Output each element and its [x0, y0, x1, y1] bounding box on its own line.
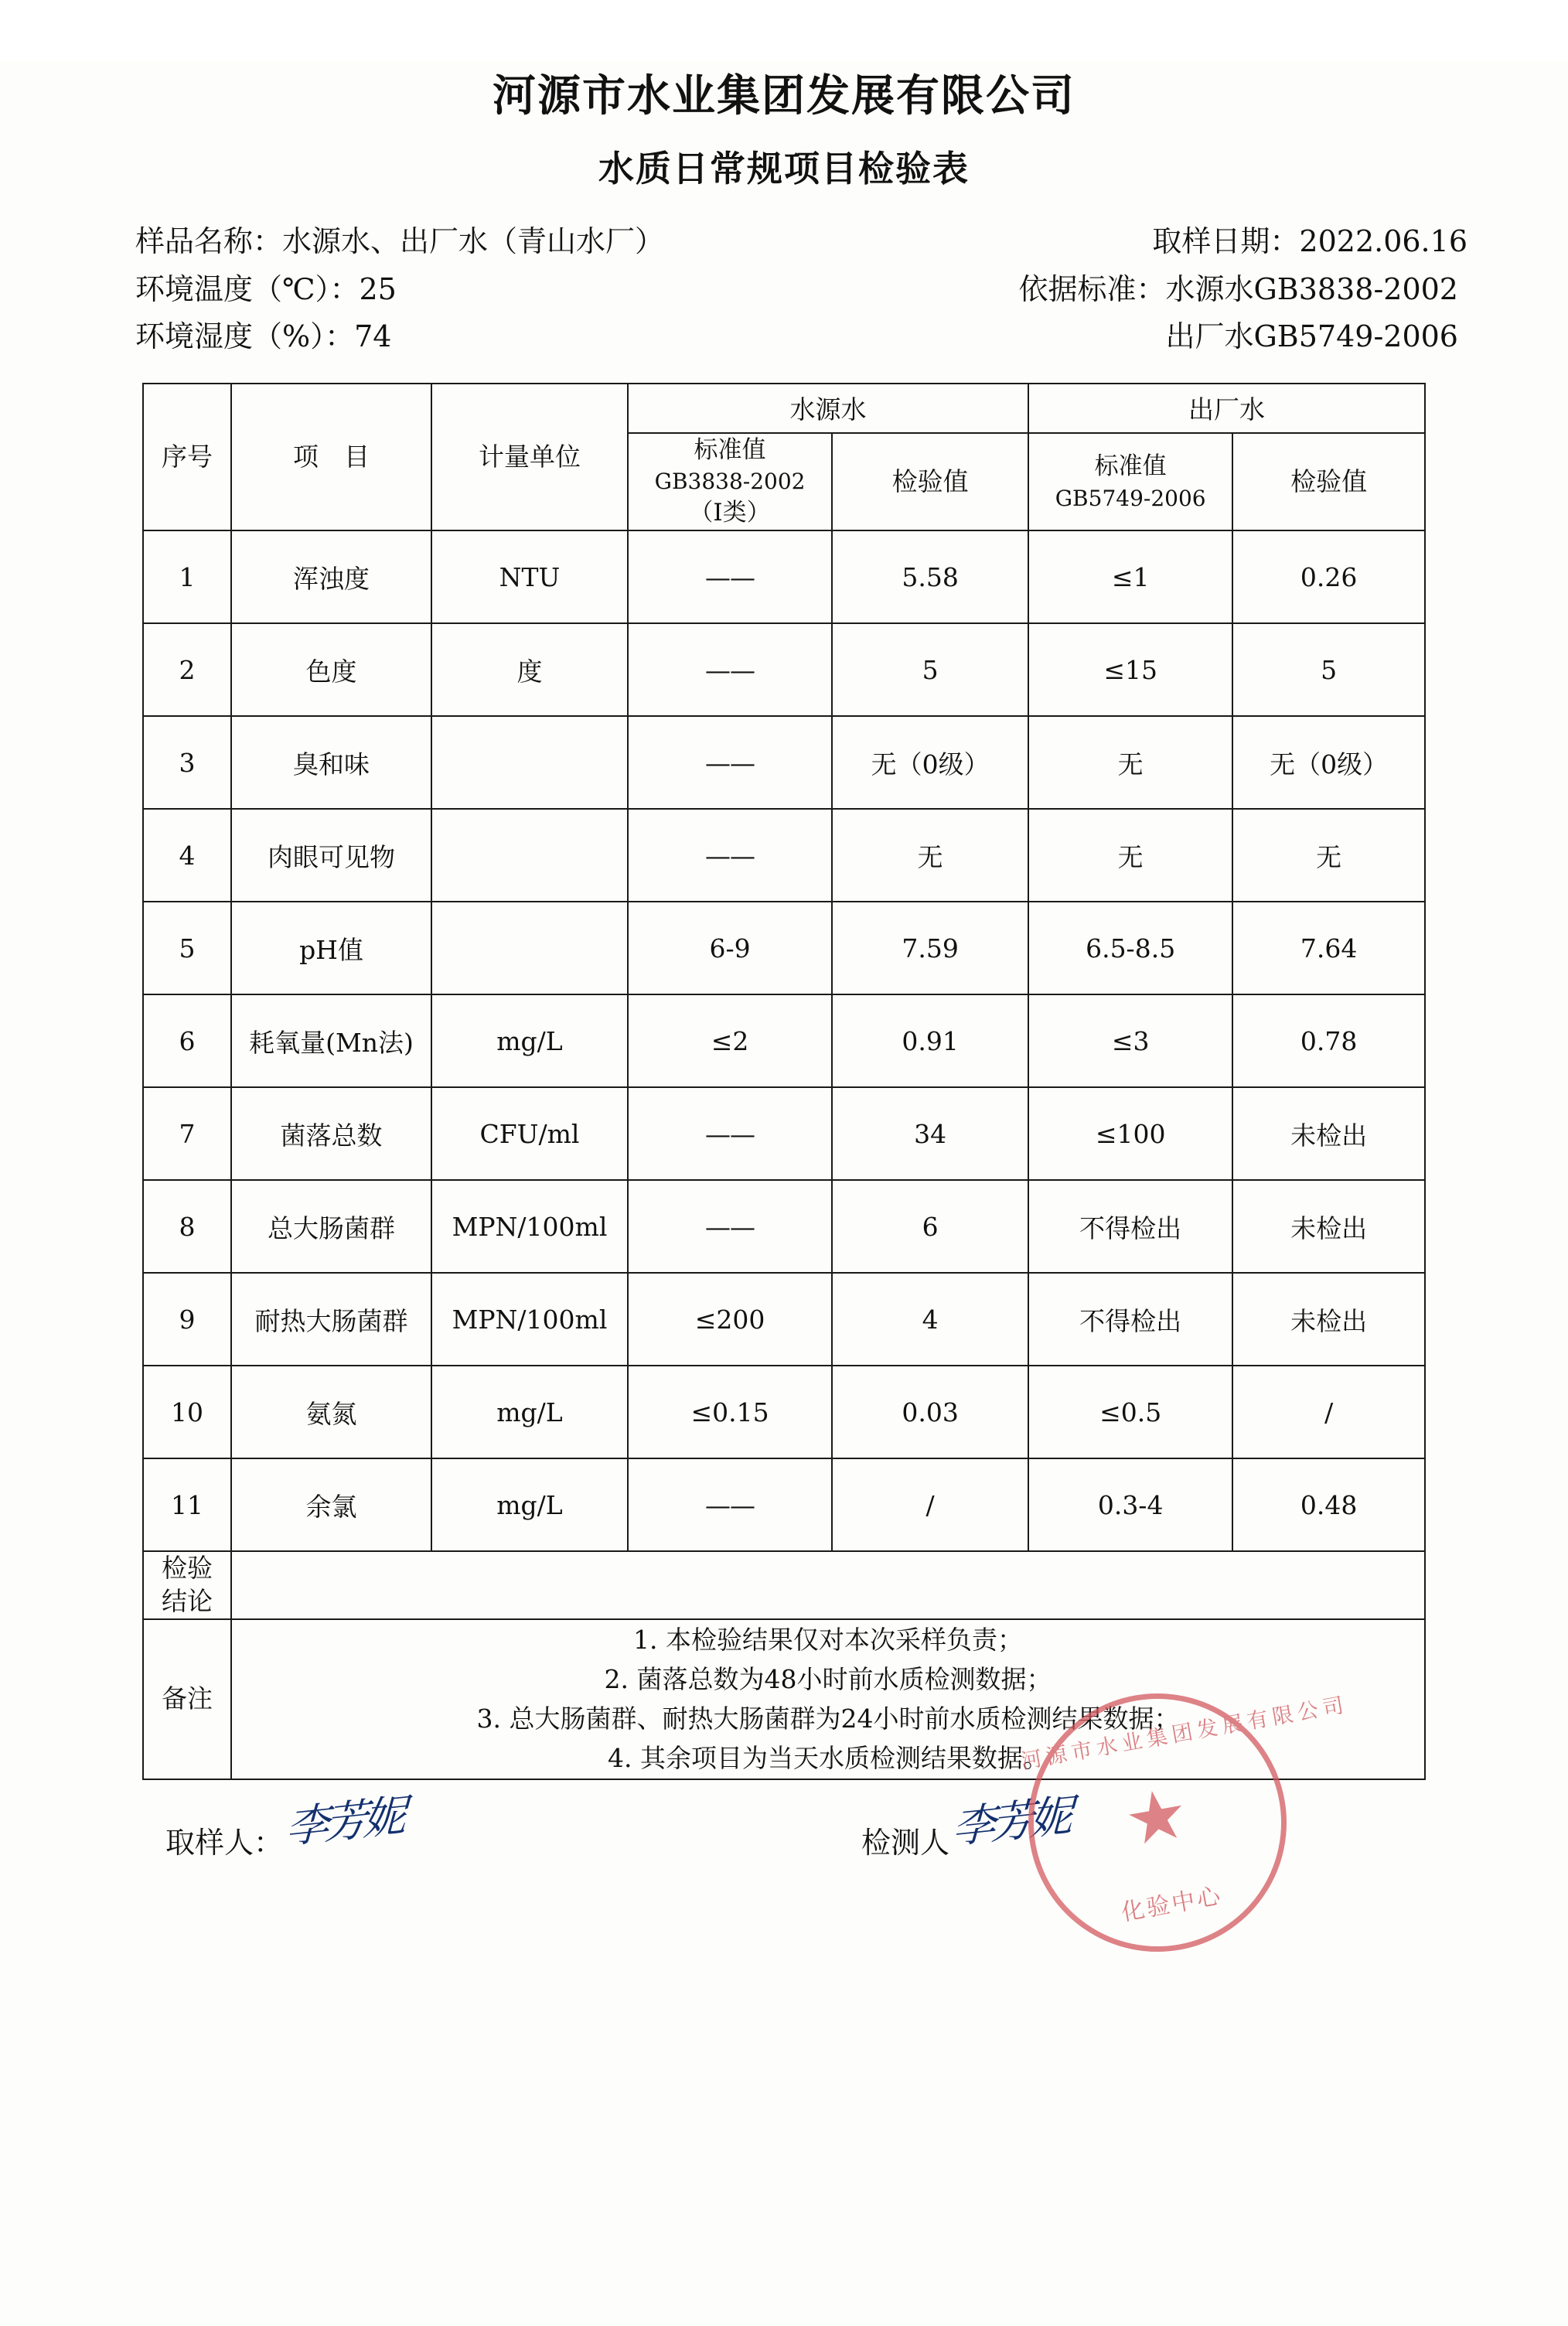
- cell-unit: CFU/ml: [431, 1087, 628, 1180]
- sample-date: 取样日期：2022.06.16: [1152, 224, 1467, 258]
- remark-line: 2. 菌落总数为48小时前水质检测数据；: [604, 1664, 1052, 1695]
- cell-val-finished: 0.78: [1232, 994, 1425, 1087]
- remark-row: [143, 1619, 1425, 1779]
- table-row: [143, 902, 1425, 994]
- cell-val-source: 5.58: [832, 530, 1028, 623]
- cell-no: 5: [143, 902, 231, 994]
- meta-row-sample: [135, 218, 1467, 266]
- table-row: [143, 623, 1425, 716]
- sampler-label: 取样人：: [165, 1825, 284, 1860]
- cell-std-source: ——: [628, 1458, 832, 1551]
- stamp-bottom-text: 化验中心: [1119, 1883, 1225, 1926]
- standard-reference-source: 依据标准：水源水GB3838-2002: [1018, 271, 1458, 306]
- cell-val-finished: 0.26: [1232, 530, 1425, 623]
- standard-reference-finished: 出厂水GB5749-2006: [1165, 319, 1458, 354]
- cell-val-finished: /: [1232, 1366, 1425, 1458]
- cell-item: 余氯: [231, 1458, 431, 1551]
- cell-no: 4: [143, 809, 231, 902]
- std-source-line3: （Ⅰ类）: [689, 498, 771, 527]
- group-header-finished-water: 出厂水: [1028, 384, 1425, 433]
- table-row: [143, 1366, 1425, 1458]
- conclusion-label: [143, 1551, 231, 1619]
- cell-no: 11: [143, 1458, 231, 1551]
- cell-no: 9: [143, 1273, 231, 1366]
- cell-std-finished: ≤15: [1028, 623, 1232, 716]
- cell-item: 肉眼可见物: [231, 809, 431, 902]
- cell-no: 7: [143, 1087, 231, 1180]
- cell-std-finished: 6.5-8.5: [1028, 902, 1232, 994]
- cell-std-finished: 不得检出: [1028, 1180, 1232, 1273]
- cell-val-finished: 5: [1232, 623, 1425, 716]
- cell-val-source: /: [832, 1458, 1028, 1551]
- cell-val-source: 6: [832, 1180, 1028, 1273]
- remark-label: 备注: [143, 1619, 231, 1779]
- cell-val-finished: 未检出: [1232, 1087, 1425, 1180]
- cell-val-source: 无（0级）: [832, 716, 1028, 809]
- cell-val-source: 无: [832, 809, 1028, 902]
- cell-val-source: 4: [832, 1273, 1028, 1366]
- cell-std-source: ——: [628, 716, 832, 809]
- cell-item: pH值: [231, 902, 431, 994]
- table-row: [143, 1180, 1425, 1273]
- cell-unit: MPN/100ml: [431, 1180, 628, 1273]
- conclusion-label-line2: 结论: [161, 1586, 213, 1617]
- remark-body: [231, 1619, 1425, 1779]
- cell-std-finished: ≤0.5: [1028, 1366, 1232, 1458]
- cell-val-finished: 7.64: [1232, 902, 1425, 994]
- col-header-val-finished: 检验值: [1232, 433, 1425, 531]
- col-header-item: 项 目: [231, 384, 431, 531]
- signature-area: [142, 1790, 1426, 1924]
- cell-item: 耗氧量(Mn法): [231, 994, 431, 1087]
- cell-val-source: 0.03: [832, 1366, 1028, 1458]
- col-header-std-finished: [1028, 433, 1232, 531]
- cell-std-finished: ≤3: [1028, 994, 1232, 1087]
- col-header-no: 序号: [143, 384, 231, 531]
- cell-unit: mg/L: [431, 1366, 628, 1458]
- meta-row-humidity: [135, 313, 1467, 361]
- cell-unit: 度: [431, 623, 628, 716]
- table-row: [143, 716, 1425, 809]
- cell-val-finished: 无: [1232, 809, 1425, 902]
- cell-item: 耐热大肠菌群: [231, 1273, 431, 1366]
- cell-val-source: 5: [832, 623, 1028, 716]
- table-row: [143, 1087, 1425, 1180]
- col-header-unit: 计量单位: [431, 384, 628, 531]
- cell-val-source: 7.59: [832, 902, 1028, 994]
- table-row: [143, 1273, 1425, 1366]
- cell-item: 臭和味: [231, 716, 431, 809]
- cell-std-source: ——: [628, 1180, 832, 1273]
- cell-std-source: ≤2: [628, 994, 832, 1087]
- std-finished-line2: GB5749-2006: [1055, 485, 1206, 511]
- cell-std-source: 6-9: [628, 902, 832, 994]
- cell-std-source: ≤0.15: [628, 1366, 832, 1458]
- report-meta: [135, 218, 1467, 361]
- cell-no: 1: [143, 530, 231, 623]
- cell-std-finished: 无: [1028, 809, 1232, 902]
- table-group-header-row: [143, 384, 1425, 433]
- cell-item: 总大肠菌群: [231, 1180, 431, 1273]
- table-row: [143, 1458, 1425, 1551]
- cell-no: 8: [143, 1180, 231, 1273]
- tester-label: 检测人: [861, 1825, 950, 1860]
- cell-std-finished: 0.3-4: [1028, 1458, 1232, 1551]
- cell-unit: [431, 902, 628, 994]
- meta-row-temperature: [135, 266, 1467, 314]
- environment-humidity: 环境湿度（%）：74: [135, 319, 392, 354]
- sampler-signature: 李芳妮: [285, 1790, 403, 1854]
- cell-val-source: 0.91: [832, 994, 1028, 1087]
- conclusion-row: [143, 1551, 1425, 1619]
- environment-temperature: 环境温度（℃）：25: [135, 271, 397, 306]
- water-quality-table: [142, 383, 1426, 1780]
- cell-item: 氨氮: [231, 1366, 431, 1458]
- cell-no: 6: [143, 994, 231, 1087]
- cell-std-source: ——: [628, 530, 832, 623]
- cell-val-source: 34: [832, 1087, 1028, 1180]
- cell-item: 色度: [231, 623, 431, 716]
- std-source-line1: 标准值: [694, 435, 766, 464]
- table-row: [143, 994, 1425, 1087]
- cell-unit: NTU: [431, 530, 628, 623]
- cell-std-source: ≤200: [628, 1273, 832, 1366]
- document-page: [0, 62, 1568, 2326]
- cell-unit: [431, 716, 628, 809]
- cell-std-source: ——: [628, 623, 832, 716]
- tester-signature-block: [861, 1790, 1069, 1861]
- cell-val-finished: 无（0级）: [1232, 716, 1425, 809]
- group-header-source-water: 水源水: [628, 384, 1028, 433]
- table-row: [143, 530, 1425, 623]
- table-row: [143, 809, 1425, 902]
- remark-line: 4. 其余项目为当天水质检测结果数据。: [608, 1743, 1048, 1774]
- cell-unit: MPN/100ml: [431, 1273, 628, 1366]
- cell-unit: mg/L: [431, 994, 628, 1087]
- cell-item: 菌落总数: [231, 1087, 431, 1180]
- cell-unit: mg/L: [431, 1458, 628, 1551]
- cell-std-source: ——: [628, 809, 832, 902]
- cell-std-finished: 不得检出: [1028, 1273, 1232, 1366]
- sample-name: 样品名称：水源水、出厂水（青山水厂）: [135, 224, 665, 258]
- cell-val-finished: 未检出: [1232, 1273, 1425, 1366]
- report-title: 水质日常规项目检验表: [598, 148, 970, 189]
- conclusion-label-line1: 检验: [161, 1553, 213, 1584]
- cell-std-finished: 无: [1028, 716, 1232, 809]
- cell-val-finished: 0.48: [1232, 1458, 1425, 1551]
- std-source-line2: GB3838-2002: [654, 469, 806, 495]
- sampler-signature-block: [165, 1790, 403, 1861]
- tester-signature: 李芳妮: [951, 1790, 1069, 1854]
- cell-item: 浑浊度: [231, 530, 431, 623]
- col-header-std-source: [628, 433, 832, 531]
- remark-line: 3. 总大肠菌群、耐热大肠菌群为24小时前水质检测结果数据；: [476, 1704, 1180, 1734]
- col-header-val-source: 检验值: [832, 433, 1028, 531]
- stamp-arc-text: 河源市水业集团发展有限公司: [1019, 1693, 1350, 1774]
- cell-no: 3: [143, 716, 231, 809]
- cell-std-finished: ≤1: [1028, 530, 1232, 623]
- star-icon: ★: [1119, 1775, 1195, 1861]
- cell-unit: [431, 809, 628, 902]
- std-finished-line1: 标准值: [1094, 452, 1167, 481]
- cell-std-finished: ≤100: [1028, 1087, 1232, 1180]
- cell-std-source: ——: [628, 1087, 832, 1180]
- remark-line: 1. 本检验结果仅对本次采样负责；: [633, 1625, 1023, 1655]
- company-title: 河源市水业集团发展有限公司: [493, 70, 1075, 121]
- cell-val-finished: 未检出: [1232, 1180, 1425, 1273]
- cell-no: 2: [143, 623, 231, 716]
- table-body: [143, 530, 1425, 1779]
- cell-no: 10: [143, 1366, 231, 1458]
- conclusion-body: [231, 1551, 1425, 1619]
